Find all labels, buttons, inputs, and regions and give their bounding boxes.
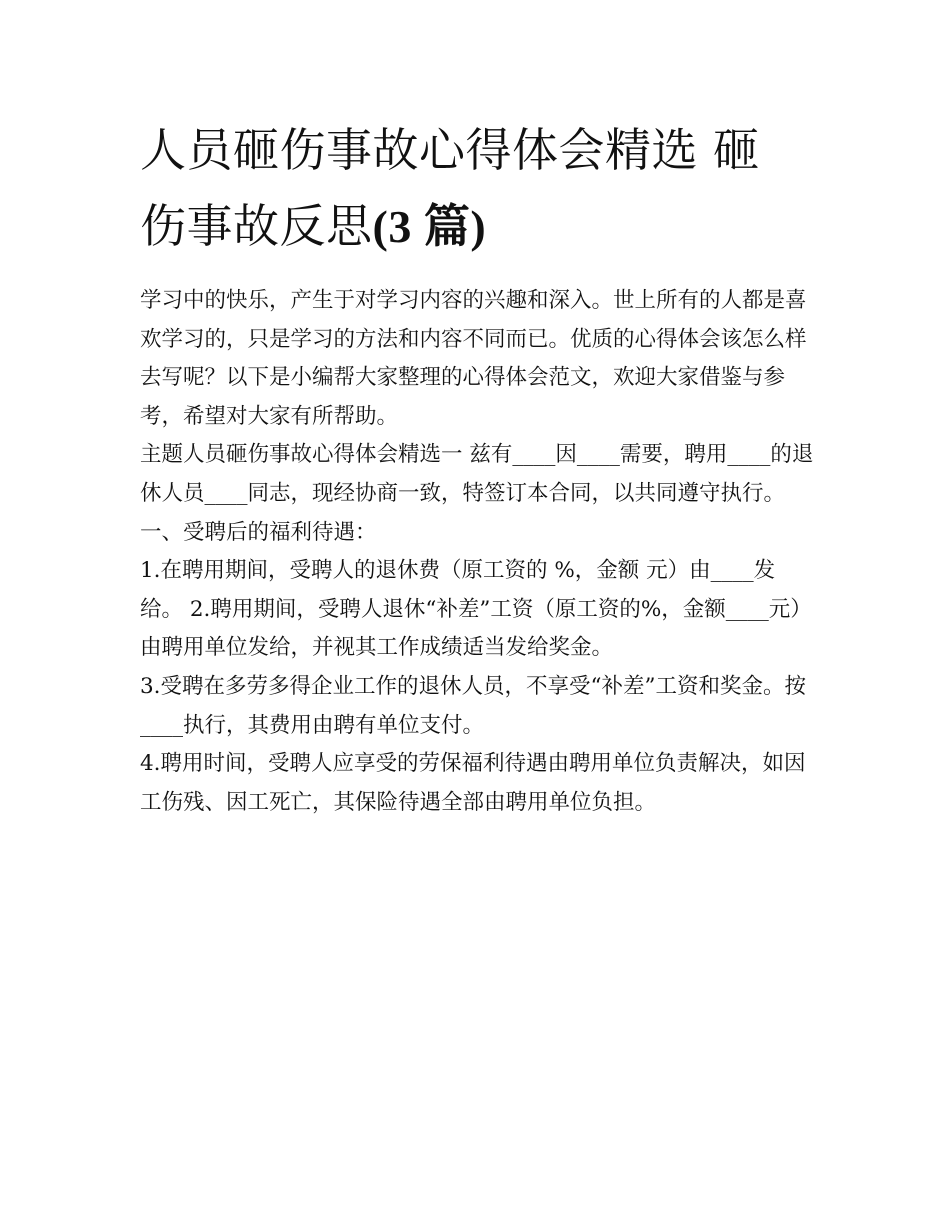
title-line-1: 人员砸伤事故心得体会精选 砸 xyxy=(140,123,760,177)
document-title xyxy=(140,112,820,265)
contract-intro-paragraph: 主题人员砸伤事故心得体会精选一 兹有____因____需要，聘用____的退休人员____同志，现经协商一致，特签订本合同，以共同遵守执行。 一、受聘后的福利待遇： xyxy=(140,442,814,545)
document-body xyxy=(140,282,820,822)
title-count: (3 篇) xyxy=(372,201,487,252)
clause-1-2-paragraph: 1.在聘用期间，受聘人的退休费（原工资的 %，金额 元）由____发 给。 2.聘用期间，受聘人退休“补差”工资（原工资的%，金额____元）由聘用单位发给，并视其工作成绩适当发给奖金。 xyxy=(140,558,812,661)
intro-paragraph: 学习中的快乐，产生于对学习内容的兴趣和深入。世上所有的人都是喜欢学习的，只是学习的方法和内容不同而已。优质的心得体会该怎么样去写呢？以下是小编帮大家整理的心得体会范文，欢迎大家借鉴与参考，希望对大家有所帮助。 xyxy=(140,288,807,429)
clause-4-paragraph: 4.聘用时间，受聘人应享受的劳保福利待遇由聘用单位负责解决，如因工伤残、因工死亡，其保险待遇全部由聘用单位负担。 xyxy=(140,751,806,815)
title-line-2: 伤事故反思 xyxy=(140,199,373,253)
clause-3-paragraph: 3.受聘在多劳多得企业工作的退休人员，不享受“补差”工资和奖金。按____执行，其费用由聘有单位支付。 xyxy=(140,673,806,738)
